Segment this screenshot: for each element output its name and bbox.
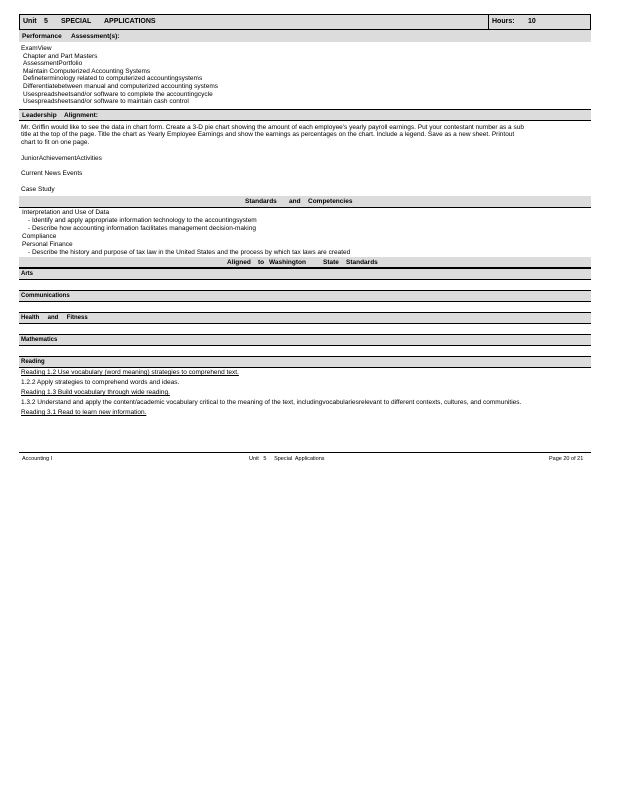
aligned-heading-3: Washington	[269, 259, 306, 267]
unit-title-part2: APPLICATIONS	[104, 18, 156, 25]
leadership-label: Leadership	[22, 111, 57, 119]
leadership-band	[19, 109, 591, 121]
assessment-item: Chapter and Part Masters	[23, 52, 98, 60]
reading-standard: 1.3.2 Understand and apply the content/academic vocabulary critical to the meaning of the text, includingvocabulariesrelevant to different contexts, cultures, and communities.	[21, 399, 522, 407]
reading-standard: Reading 3.1 Read to learn new information.	[21, 409, 147, 417]
leadership-item: Case Study	[21, 185, 55, 193]
standard-line: - Describe the history and purpose of tax law in the United States and the process by which tax laws are created	[28, 249, 351, 257]
performance-label: Performance	[22, 33, 62, 40]
aligned-heading-1: Aligned	[227, 259, 251, 267]
assessment-item: Usespreadsheetsand/or software to complete the accountingcycle	[23, 90, 213, 98]
footer-course: Accounting I	[22, 456, 53, 462]
standards-heading-3: Competencies	[308, 198, 353, 206]
section-health: Health and Fitness	[19, 312, 591, 324]
hours-value: 10	[528, 18, 536, 25]
reading-list	[19, 368, 591, 418]
paragraph-line: chart to fit on one page.	[21, 138, 90, 146]
paragraph-line: title at the top of the page. Title the chart as Yearly Employee Earnings and show the earnings as percentages on the chart. Include a legend. Save as a new sheet. Printout	[21, 131, 515, 139]
unit-header-row	[19, 14, 591, 30]
standard-line: - Describe how accounting information facilitates management decision-making	[28, 225, 256, 233]
section-arts: Arts	[19, 268, 591, 280]
aligned-heading-4: State	[323, 259, 339, 267]
unit-number: 5	[44, 18, 48, 25]
assessments-label: Assessment(s):	[71, 33, 120, 40]
standard-line: Compliance	[22, 233, 57, 241]
unit-label: Unit	[23, 18, 37, 25]
footer-page: Page 20 of 21	[549, 456, 584, 462]
assessment-item: Usespreadsheetsand/or software to maintain cash control	[23, 98, 189, 106]
aligned-heading-2: to	[258, 259, 265, 267]
reading-standard: 1.2.2 Apply strategies to comprehend words and ideas.	[21, 379, 180, 387]
unit-title-part1: SPECIAL	[61, 18, 92, 25]
standard-line: Interpretation and Use of Data	[22, 209, 110, 217]
leadership-item: JuniorAchievementActivities	[21, 154, 102, 162]
standards-list	[19, 208, 591, 257]
leadership-paragraph	[19, 121, 591, 194]
reading-standard: Reading 1.3 Build vocabulary through wide reading.	[21, 389, 170, 397]
assessment-list	[19, 42, 591, 106]
assessment-item: Defineterminology related to computerized accountingsystems	[23, 75, 203, 83]
hours-box	[488, 15, 593, 29]
assessment-item: ExamView	[21, 45, 52, 52]
leadership-item: Current News Events	[21, 170, 83, 178]
aligned-heading-5: Standards	[346, 259, 378, 267]
section-mathematics: Mathematics	[19, 334, 591, 346]
standard-line: - Identify and apply appropriate information technology to the accountingsystem	[28, 217, 257, 225]
performance-row	[19, 30, 591, 42]
standards-heading-1: Standards	[245, 198, 277, 206]
hours-label: Hours:	[492, 18, 515, 25]
section-reading: Reading	[19, 356, 591, 368]
footer-unit: Unit 5 Special Applications	[249, 456, 325, 462]
curriculum-page	[19, 14, 591, 418]
standards-band	[19, 196, 591, 208]
standard-line: Personal Finance	[22, 241, 73, 249]
reading-standard: Reading 1.2 Use vocabulary (word meaning) strategies to comprehend text.	[21, 369, 239, 377]
aligned-band	[19, 257, 591, 268]
paragraph-line: Mr. Griffin would like to see the data in chart form. Create a 3-D pie chart showing the amount of each employee's yearly payroll earnings. Put your contestant number as a sub	[21, 123, 524, 131]
assessment-item: Maintain Computerized Accounting Systems	[23, 67, 151, 75]
assessment-item: Differentiatebetween manual and computerized accounting systems	[23, 82, 218, 90]
standards-heading-2: and	[289, 198, 301, 206]
assessment-item: AssessmentPortfolio	[23, 60, 83, 68]
alignment-label: Alignment:	[64, 111, 98, 119]
page-footer	[19, 452, 591, 463]
section-communications: Communications	[19, 290, 591, 302]
